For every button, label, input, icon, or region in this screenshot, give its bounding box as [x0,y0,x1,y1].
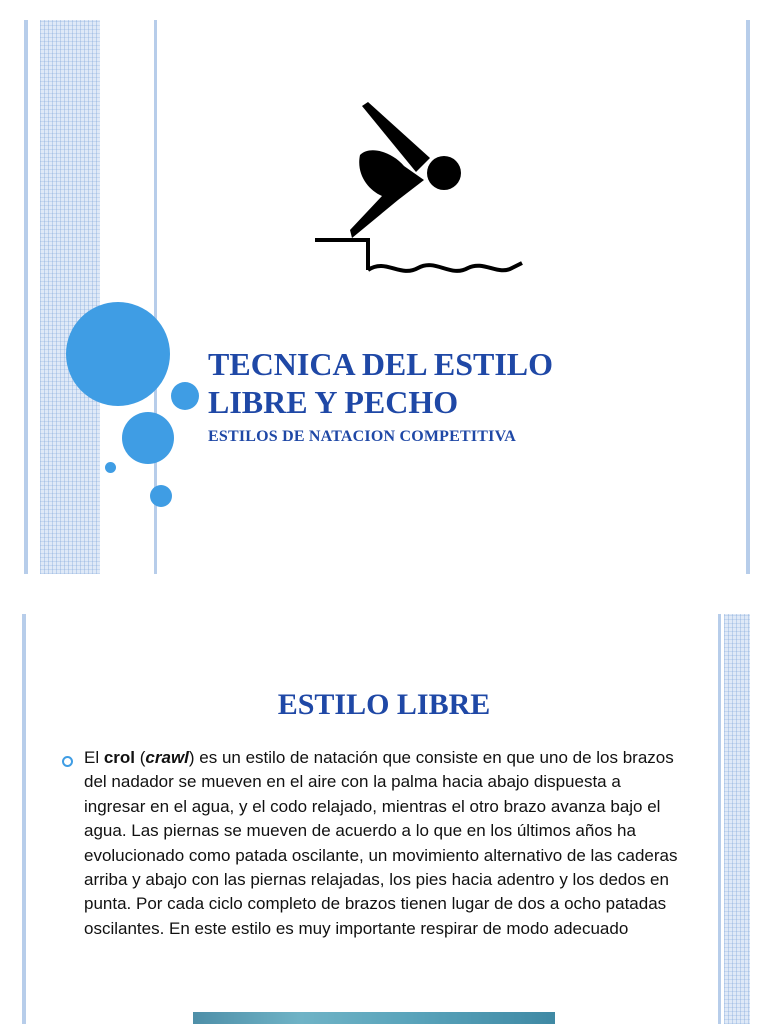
decor-circle-tiny [105,462,116,473]
bold-term: crol [103,748,136,767]
left-stripe-line [22,614,26,1024]
left-stripe-band [40,20,100,574]
bold-italic-term: crawl [145,748,189,767]
right-stripe-line [746,20,750,574]
title-line-2: LIBRE Y PECHO [208,384,459,420]
text-run: El [84,748,104,767]
decor-circle-dot [150,485,172,507]
pool-photo [193,1012,555,1024]
slide-subtitle: ESTILOS DE NATACION COMPETITIVA [208,428,517,445]
content-slide [0,614,768,1024]
left-stripe-line [24,20,28,574]
decor-circle-large [66,302,170,406]
bullet-icon [62,756,73,767]
text-run: ( [135,748,146,767]
swimmer-diving-icon [312,100,532,280]
decor-circle-small [171,382,199,410]
right-stripe-band [724,614,750,1024]
text-run: ) es un estilo de natación que consiste en que uno de los brazos del nadador se mueven en el aire con la palma hacia abajo dispuesta a ingresar en el agua, y el codo relajado, mientras el otro brazo avanza bajo el agua. Las piernas se mueven de acuerdo a lo que en los últimos años ha evolucionado como patada oscilante, un movimiento alternativo de las caderas arriba y abajo con las piernas relajadas, los pies hacia adentro y los dedos en punta. Por cada ciclo completo de brazos tienen lugar de dos a ocho patadas oscilantes. En este estilo es muy importante respirar de modo adecuado [84,748,678,938]
slide-title [208,345,688,421]
bullet-paragraph [84,746,684,941]
decor-circle-medium [122,412,174,464]
right-stripe-line [718,614,721,1024]
title-line-1: TECNICA DEL ESTILO [208,346,554,382]
section-heading: ESTILO LIBRE [277,688,491,721]
